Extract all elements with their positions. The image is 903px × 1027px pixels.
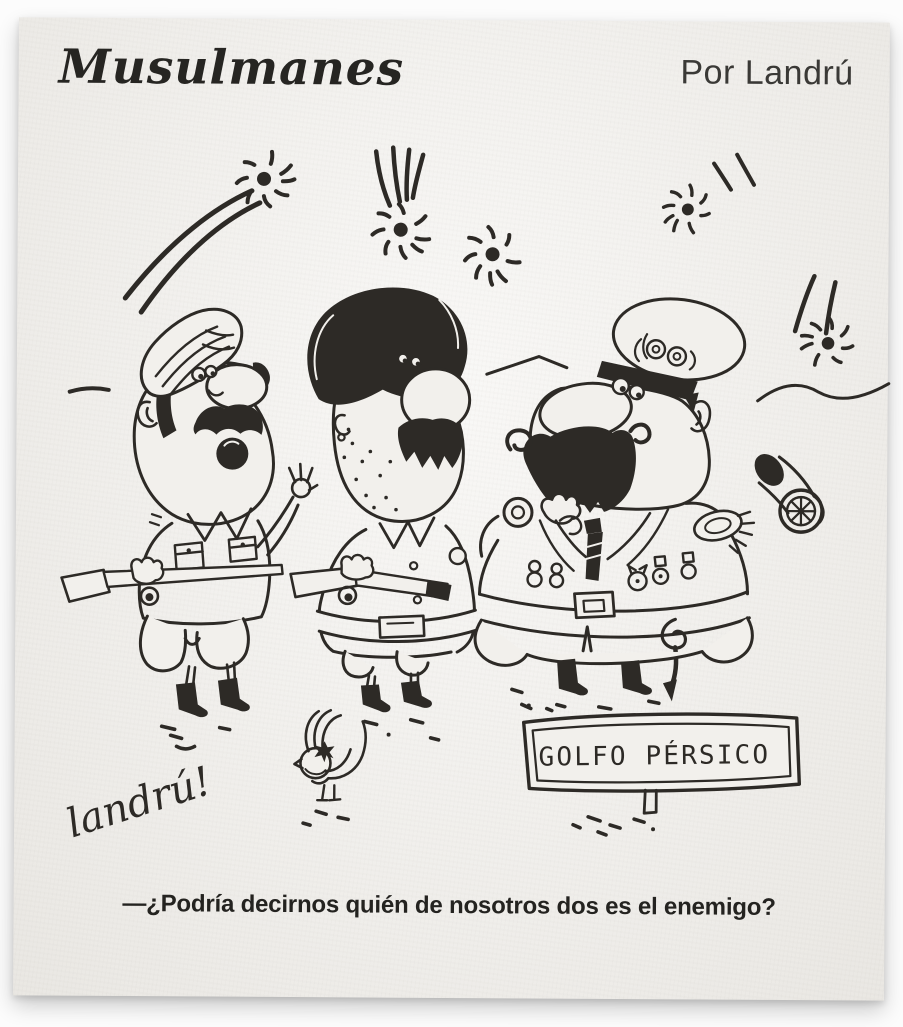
newspaper-clipping [13,17,890,1000]
shell-burst-icon [364,147,441,269]
artist-signature: landrú! [61,758,217,848]
soldier-with-turban [61,308,318,717]
shell-burst-icon [656,154,754,241]
sign-text: GOLFO PÉRSICO [538,739,771,773]
soldier-with-fur-hat [290,287,479,713]
officer-with-beard [475,290,756,701]
shell-burst-icon [462,224,525,289]
byline: Por Landrú [680,53,854,93]
shell-burst-icon [125,146,298,313]
shell-burst-icon [793,276,860,376]
caption: —¿Podría decirnos quién de nosotros dos es el enemigo? [122,889,776,921]
cartoon-title: Musulmanes [58,39,405,97]
small-bird [294,710,366,800]
cannon [750,450,823,532]
